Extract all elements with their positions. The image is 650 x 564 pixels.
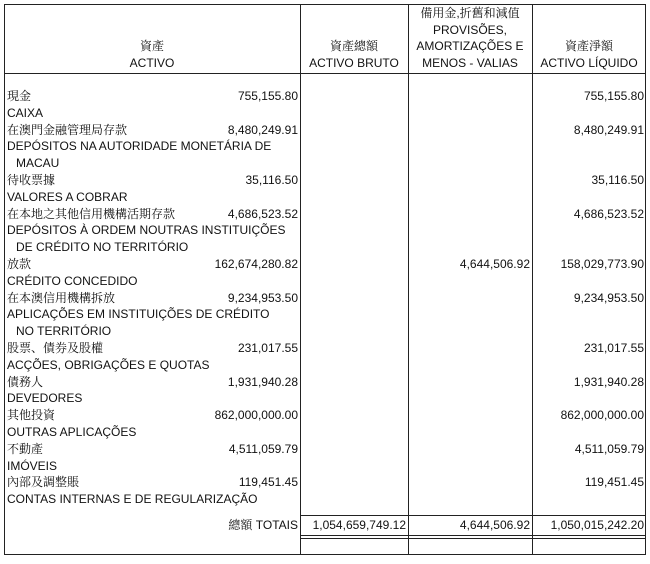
- totals-label: 總額 TOTAIS: [228, 518, 298, 532]
- table-row-label-pt: [0, 189, 650, 206]
- item-label-pt: APLICAÇÕES EM INSTITUIÇÕES DE CRÉDITO: [7, 307, 270, 322]
- item-label-pt: OUTRAS APLICAÇÕES: [7, 425, 137, 439]
- item-label-pt: IMÓVEIS: [7, 458, 58, 473]
- item-label-pt: MACAU: [16, 156, 60, 171]
- header-provisoes-zh: 備用金,折舊和減值: [420, 5, 520, 20]
- header-bruto-zh: 資產總額: [329, 39, 378, 54]
- table-row-label-pt: [0, 323, 650, 340]
- activo-bruto-value: 119,451.45: [238, 475, 298, 490]
- table-row-label-pt: [0, 105, 650, 122]
- item-label-pt: DEPÓSITOS NA AUTORIDADE MONETÁRIA DE: [7, 139, 272, 154]
- item-label-pt: ACÇÕES, OBRIGAÇÕES E QUOTAS: [7, 357, 210, 372]
- table-row-label-pt: [0, 138, 650, 155]
- header-provisoes-pt: AMORTIZAÇÕES E: [416, 39, 524, 54]
- activo-liquido-value: 158,029,773.90: [560, 257, 644, 271]
- totals-provisoes: 4,644,506.92: [459, 518, 530, 532]
- item-label-pt: DE CRÉDITO NO TERRITÓRIO: [16, 240, 189, 255]
- activo-liquido-value: 862,000,000.00: [560, 408, 644, 423]
- activo-bruto-value: 4,686,523.52: [227, 206, 298, 221]
- table-row-label-pt: [0, 239, 650, 256]
- activo-bruto-value: 755,155.80: [237, 89, 298, 103]
- activo-bruto-value: 162,674,280.82: [214, 257, 298, 271]
- item-label-zh: 放款: [7, 257, 32, 271]
- header-bruto-pt: ACTIVO BRUTO: [309, 56, 399, 71]
- table-row-label-pt: [0, 424, 650, 441]
- activo-liquido-value: 119,451.45: [584, 475, 644, 490]
- activo-liquido-value: 1,931,940.28: [573, 374, 644, 389]
- item-label-pt: CAIXA: [7, 105, 44, 120]
- activo-liquido-value: 4,511,059.79: [574, 441, 644, 456]
- table-row-label-pt: [0, 357, 650, 374]
- table-row-label-pt: [0, 222, 650, 239]
- activo-liquido-value: 4,686,523.52: [573, 206, 644, 221]
- totals-bruto: 1,054,659,749.12: [312, 518, 406, 532]
- activo-bruto-value: 35,116.50: [245, 173, 298, 187]
- table-row-label-pt: [0, 390, 650, 407]
- activo-bruto-value: 4,511,059.79: [228, 441, 298, 456]
- table-row: [0, 374, 650, 391]
- header-liquido-pt: ACTIVO LÍQUIDO: [540, 56, 638, 71]
- item-label-zh: 不動產: [7, 441, 44, 456]
- item-label-pt: CRÉDITO CONCEDIDO: [7, 273, 138, 288]
- totals-double-line: [300, 535, 646, 536]
- item-label-pt: VALORES A COBRAR: [7, 189, 128, 204]
- activo-bruto-value: 862,000,000.00: [214, 408, 298, 423]
- activo-bruto-value: 1,931,940.28: [227, 374, 298, 389]
- activo-bruto-value: 8,480,249.91: [227, 122, 298, 137]
- header-provisoes-pt: PROVISÕES,: [432, 22, 508, 37]
- totals-double-line: [300, 538, 646, 539]
- item-label-pt: NO TERRITÓRIO: [16, 324, 112, 339]
- item-label-pt: DEVEDORES: [7, 391, 83, 406]
- header-activo-pt: ACTIVO: [129, 56, 175, 71]
- table-row: [0, 407, 650, 424]
- activo-liquido-value: 231,017.55: [583, 341, 644, 355]
- activo-bruto-value: 231,017.55: [237, 341, 298, 355]
- table-row-label-pt: [0, 155, 650, 172]
- activo-liquido-value: 35,116.50: [591, 173, 644, 187]
- table-row: [0, 474, 650, 491]
- header-activo-bruto: [300, 6, 408, 72]
- item-label-pt: DEPÓSITOS À ORDEM NOUTRAS INSTITUIÇÕES: [7, 223, 286, 238]
- item-label-zh: 在澳門金融管理局存款: [7, 122, 128, 137]
- header-liquido-zh: 資產淨額: [564, 39, 613, 54]
- table-row: [0, 172, 650, 189]
- table-row-label-pt: [0, 491, 650, 508]
- item-label-pt: CONTAS INTERNAS E DE REGULARIZAÇÃO: [7, 492, 258, 507]
- header-activo-zh: 資產: [139, 39, 164, 54]
- item-label-zh: 待收票據: [7, 173, 56, 187]
- item-label-zh: 債務人: [7, 374, 44, 389]
- totals-liquido: 1,050,015,242.20: [550, 518, 644, 532]
- table-row: [0, 340, 650, 357]
- item-label-zh: 在本地之其他信用機構活期存款: [7, 206, 176, 221]
- table-row-label-pt: [0, 273, 650, 290]
- item-label-zh: 現金: [7, 89, 32, 103]
- table-row: [0, 122, 650, 139]
- activo-liquido-value: 8,480,249.91: [573, 122, 644, 137]
- table-row: [0, 206, 650, 223]
- header-provisoes-pt: MENOS - VALIAS: [422, 56, 518, 71]
- header-divider: [4, 73, 646, 74]
- activo-liquido-value: 9,234,953.50: [573, 290, 644, 305]
- item-label-zh: 內部及調整賬: [7, 475, 80, 490]
- activo-bruto-value: 9,234,953.50: [227, 290, 298, 305]
- table-row-label-pt: [0, 458, 650, 475]
- header-provisoes: [408, 6, 532, 72]
- totals-top-line: [300, 515, 646, 516]
- activo-liquido-value: 755,155.80: [583, 89, 644, 103]
- table-row: [0, 256, 650, 273]
- provisoes-value: 4,644,506.92: [459, 257, 530, 271]
- item-label-zh: 其他投資: [7, 408, 56, 423]
- table-row: [0, 441, 650, 458]
- table-row: [0, 88, 650, 105]
- table-row: [0, 290, 650, 307]
- table-row-label-pt: [0, 306, 650, 323]
- item-label-zh: 在本澳信用機構拆放: [7, 290, 116, 305]
- header-activo: [4, 6, 300, 72]
- header-activo-liquido: [532, 6, 646, 72]
- item-label-zh: 股票、債券及股權: [7, 341, 104, 355]
